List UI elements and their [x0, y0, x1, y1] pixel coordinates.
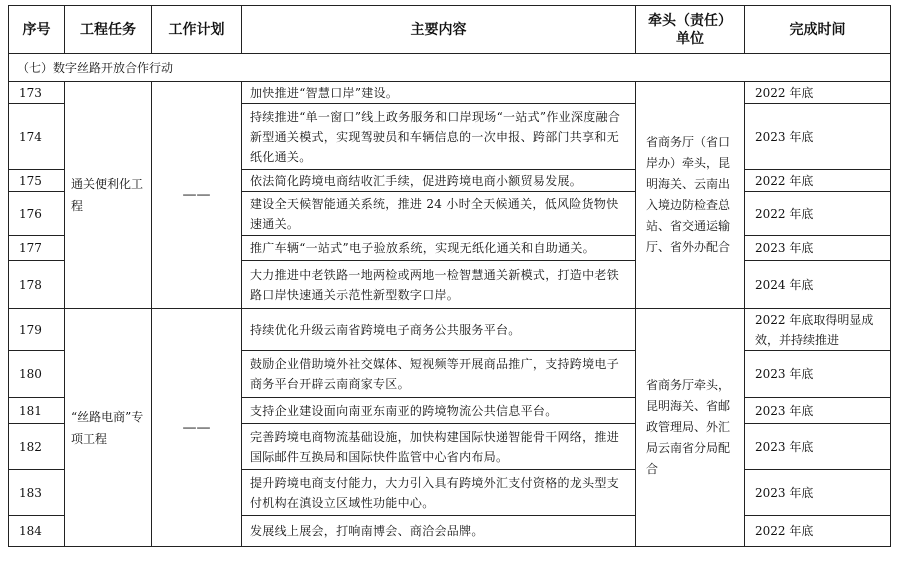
- row-number: 181: [9, 398, 65, 424]
- row-number: 178: [9, 261, 65, 309]
- row-content: 推广车辆“一站式”电子验放系统，实现无纸化通关和自助通关。: [242, 236, 636, 261]
- header-content: 主要内容: [242, 6, 636, 54]
- task-name: 通关便利化工程: [65, 82, 152, 309]
- header-row: [9, 6, 891, 54]
- row-number: 177: [9, 236, 65, 261]
- header-unit: 牵头（责任） 单位: [636, 6, 745, 54]
- row-time: 2024 年底: [745, 261, 891, 309]
- row-time: 2022 年底: [745, 516, 891, 547]
- section-row: [9, 54, 891, 82]
- row-time: 2023 年底: [745, 398, 891, 424]
- row-number: 180: [9, 351, 65, 398]
- lead-unit: 省商务厅（省口岸办）牵头，昆明海关、云南出入境边防检查总站、省交通运输厅、省外办配合: [636, 82, 745, 309]
- row-number: 184: [9, 516, 65, 547]
- row-time: 2023 年底: [745, 104, 891, 170]
- row-content: 完善跨境电商物流基础设施，加快构建国际快递智能骨干网络，推进国际邮件互换局和国际快件监管中心省内布局。: [242, 424, 636, 470]
- row-content: 发展线上展会，打响南博会、商洽会品牌。: [242, 516, 636, 547]
- row-number: 182: [9, 424, 65, 470]
- section-title: （七）数字丝路开放合作行动: [9, 54, 891, 82]
- row-content: 支持企业建设面向南亚东南亚的跨境物流公共信息平台。: [242, 398, 636, 424]
- row-number: 183: [9, 470, 65, 516]
- plan-cell: ——: [152, 82, 242, 309]
- row-time: 2023 年底: [745, 351, 891, 398]
- header-plan: 工作计划: [152, 6, 242, 54]
- task-name: “丝路电商”专项工程: [65, 309, 152, 547]
- task-table: [8, 5, 891, 547]
- row-time: 2022 年底: [745, 192, 891, 236]
- row-number: 173: [9, 82, 65, 104]
- row-time: 2022 年底: [745, 170, 891, 192]
- row-content: 依法简化跨境电商结收汇手续，促进跨境电商小额贸易发展。: [242, 170, 636, 192]
- header-no: 序号: [9, 6, 65, 54]
- lead-unit: 省商务厅牵头，昆明海关、省邮政管理局、外汇局云南省分局配合: [636, 309, 745, 547]
- row-number: 179: [9, 309, 65, 351]
- row-content: 大力推进中老铁路一地两检或两地一检智慧通关新模式，打造中老铁路口岸快速通关示范性新型数字口岸。: [242, 261, 636, 309]
- plan-cell: ——: [152, 309, 242, 547]
- row-time: 2023 年底: [745, 424, 891, 470]
- row-content: 加快推进“智慧口岸”建设。: [242, 82, 636, 104]
- header-time: 完成时间: [745, 6, 891, 54]
- row-content: 持续优化升级云南省跨境电子商务公共服务平台。: [242, 309, 636, 351]
- row-content: 提升跨境电商支付能力，大力引入具有跨境外汇支付资格的龙头型支付机构在滇设立区域性功能中心。: [242, 470, 636, 516]
- row-content: 鼓励企业借助境外社交媒体、短视频等开展商品推广，支持跨境电子商务平台开辟云南商家专区。: [242, 351, 636, 398]
- row-content: 建设全天候智能通关系统，推进 24 小时全天候通关，低风险货物快速通关。: [242, 192, 636, 236]
- table-row: [9, 82, 891, 104]
- table-row: [9, 309, 891, 351]
- row-time: 2022 年底取得明显成效，并持续推进: [745, 309, 891, 351]
- row-number: 176: [9, 192, 65, 236]
- row-number: 174: [9, 104, 65, 170]
- row-time: 2022 年底: [745, 82, 891, 104]
- header-task: 工程任务: [65, 6, 152, 54]
- row-time: 2023 年底: [745, 470, 891, 516]
- row-number: 175: [9, 170, 65, 192]
- row-time: 2023 年底: [745, 236, 891, 261]
- row-content: 持续推进“单一窗口”线上政务服务和口岸现场“一站式”作业深度融合新型通关模式，实现驾驶员和车辆信息的一次申报、跨部门共享和无纸化通关。: [242, 104, 636, 170]
